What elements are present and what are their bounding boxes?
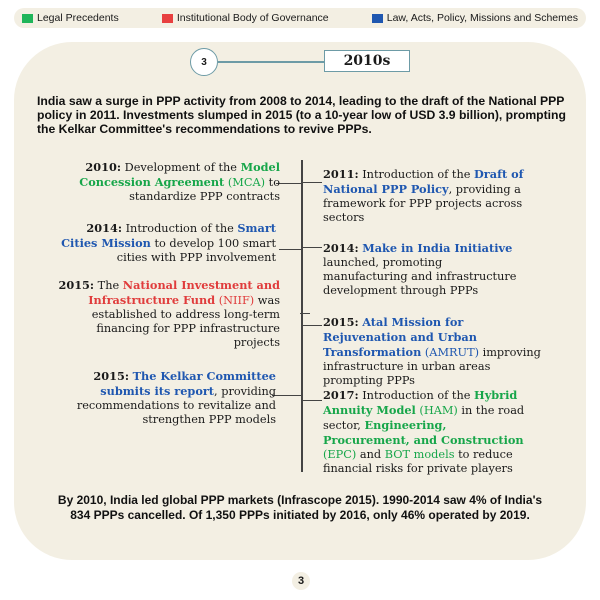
event-2015-kelkar: [56, 369, 276, 427]
legend-item-institutional: [162, 12, 329, 24]
legend: [14, 8, 586, 28]
event-text: was established to address long-term financing for PPP infrastructure projects: [91, 294, 280, 349]
event-text: to develop 100 smart cities with PPP involvement: [116, 237, 276, 264]
event-highlight: Atal Mission for Rejuvenation and Urban Transformation: [323, 315, 477, 359]
event-text: , providing recommendations to revitalize and strengthen PPP models: [76, 385, 276, 426]
event-text: launched, promoting manufacturing and infrastructure development through PPPs: [323, 256, 517, 297]
event-2010-mca: [56, 160, 280, 204]
legend-item-legal: [22, 12, 119, 24]
event-highlight: Hybrid Annuity Model: [323, 388, 518, 417]
summary-paragraph: By 2010, India led global PPP markets (Infrascope 2015). 1990-2014 saw 4% of India's 834 PPPs cancelled. Of 1,350 PPPs initiated by 2016, only 46% operated by 2019.: [57, 493, 543, 522]
event-year: 2015:: [58, 278, 95, 292]
event-year: 2015:: [323, 315, 359, 329]
event-year: 2017:: [323, 388, 359, 402]
event-text: The: [94, 279, 123, 292]
timeline-tick: [302, 325, 322, 326]
page-number: 3: [292, 572, 310, 590]
intro-paragraph: India saw a surge in PPP activity from 2008 to 2014, leading to the draft of the National PPP policy in 2011. Investments slumped in 2015 (to a 10-year low of USD 3.9 billion), prompting the Kelkar Committee's recommendations to revive PPPs.: [37, 94, 566, 136]
legend-item-law: [372, 12, 578, 24]
event-text: to reduce financial risks for private players: [323, 448, 513, 475]
event-2017-ham: [323, 388, 535, 476]
event-year: 2011:: [323, 167, 359, 181]
event-abbrev: (MCA): [224, 176, 266, 189]
event-highlight: National Investment and Infrastructure Fund: [88, 278, 280, 307]
blue-swatch-icon: [372, 14, 383, 23]
event-abbrev: (AMRUT): [421, 346, 480, 359]
event-text: Introduction of the: [358, 168, 475, 181]
event-year: 2015:: [93, 369, 130, 383]
timeline-axis: [301, 160, 303, 472]
event-2014-make-in-india: [323, 241, 523, 298]
event-2014-smart-cities: [56, 221, 276, 265]
timeline-tick: [300, 313, 310, 314]
event-year: 2010:: [85, 160, 122, 174]
event-2011-ppp-policy: [323, 167, 555, 225]
event-abbrev: (NIIF): [215, 294, 255, 307]
event-text: and: [356, 448, 385, 461]
event-text: Introduction of the: [358, 389, 475, 402]
event-year: 2014:: [323, 241, 359, 255]
green-swatch-icon: [22, 14, 33, 23]
event-text: in the road sector,: [323, 404, 525, 432]
event-abbrev: (EPC): [323, 448, 357, 461]
legend-label: Legal Precedents: [37, 12, 119, 24]
decade-title: 2010s: [324, 50, 410, 72]
event-highlight: Smart Cities Mission: [61, 221, 276, 250]
timeline-tick: [302, 182, 322, 183]
event-highlight: Engineering, Procurement, and Construction: [323, 418, 524, 447]
event-year: 2014:: [86, 221, 122, 235]
event-text: Introduction of the: [122, 222, 238, 235]
legend-label: Law, Acts, Policy, Missions and Schemes: [386, 12, 578, 24]
legend-label: Institutional Body of Governance: [176, 12, 329, 24]
timeline-tick: [279, 249, 301, 250]
event-text: Development of the: [121, 161, 241, 174]
event-abbrev: (HAM): [415, 404, 458, 417]
event-text: to standardize PPP contracts: [129, 176, 280, 203]
event-highlight: The Kelkar Committee submits its report: [100, 369, 276, 398]
event-2015-niif: [56, 278, 280, 350]
red-swatch-icon: [162, 14, 173, 23]
event-highlight: BOT models: [384, 448, 455, 461]
timeline-tick: [302, 247, 322, 248]
event-text: , providing a framework for PPP projects across sectors: [323, 183, 523, 224]
timeline-tick: [302, 400, 322, 401]
event-text: improving infrastructure in urban areas prompting PPPs: [323, 346, 541, 387]
event-highlight: Model Concession Agreement: [79, 160, 280, 189]
event-highlight: Make in India Initiative: [362, 241, 513, 255]
event-2015-amrut: [323, 315, 545, 388]
event-highlight: Draft of National PPP Policy: [323, 167, 524, 196]
header-connector: [218, 61, 324, 63]
section-number-badge: 3: [190, 48, 218, 76]
timeline-tick: [272, 395, 301, 396]
